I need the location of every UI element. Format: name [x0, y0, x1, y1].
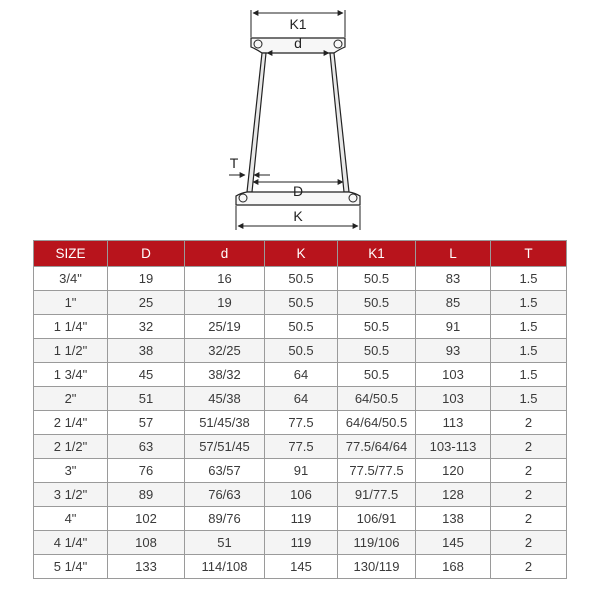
header-D: D — [108, 241, 185, 267]
cell-d: 57/51/45 — [185, 435, 265, 459]
cell-T: 1.5 — [491, 363, 567, 387]
cell-T: 2 — [491, 483, 567, 507]
cell-size: 4 1/4" — [34, 531, 108, 555]
header-K1: K1 — [338, 241, 416, 267]
cell-d: 51 — [185, 531, 265, 555]
cell-L: 168 — [416, 555, 491, 579]
cell-d: 45/38 — [185, 387, 265, 411]
cell-K1: 50.5 — [338, 291, 416, 315]
table-row — [34, 435, 567, 459]
cell-K: 77.5 — [265, 435, 338, 459]
cell-K: 145 — [265, 555, 338, 579]
cell-size: 1" — [34, 291, 108, 315]
cell-T: 1.5 — [491, 387, 567, 411]
cell-K1: 77.5/77.5 — [338, 459, 416, 483]
header-d: d — [185, 241, 265, 267]
table-row — [34, 267, 567, 291]
header-T: T — [491, 241, 567, 267]
cell-L: 103 — [416, 387, 491, 411]
cell-D: 51 — [108, 387, 185, 411]
cell-K1: 64/64/50.5 — [338, 411, 416, 435]
cell-size: 3" — [34, 459, 108, 483]
k-label: K — [293, 208, 303, 224]
cell-d: 51/45/38 — [185, 411, 265, 435]
cell-d: 32/25 — [185, 339, 265, 363]
cell-T: 2 — [491, 411, 567, 435]
cell-L: 138 — [416, 507, 491, 531]
cell-size: 1 1/4" — [34, 315, 108, 339]
cell-K: 50.5 — [265, 315, 338, 339]
cell-K1: 130/119 — [338, 555, 416, 579]
cell-T: 1.5 — [491, 315, 567, 339]
header-row — [34, 241, 567, 267]
cell-D: 57 — [108, 411, 185, 435]
cell-L: 120 — [416, 459, 491, 483]
cell-D: 102 — [108, 507, 185, 531]
cell-K: 91 — [265, 459, 338, 483]
cell-size: 4" — [34, 507, 108, 531]
cell-K1: 106/91 — [338, 507, 416, 531]
table-row — [34, 531, 567, 555]
spec-table — [33, 240, 567, 579]
cell-size: 3 1/2" — [34, 483, 108, 507]
D-label: D — [292, 183, 304, 199]
cell-K: 64 — [265, 363, 338, 387]
header-size: SIZE — [34, 241, 108, 267]
cell-K1: 119/106 — [338, 531, 416, 555]
header-K: K — [265, 241, 338, 267]
cell-d: 89/76 — [185, 507, 265, 531]
cell-D: 108 — [108, 531, 185, 555]
spec-table-body — [34, 267, 567, 579]
table-row — [34, 291, 567, 315]
cell-d: 114/108 — [185, 555, 265, 579]
cell-D: 19 — [108, 267, 185, 291]
table-row — [34, 315, 567, 339]
cell-T: 1.5 — [491, 339, 567, 363]
cell-L: 113 — [416, 411, 491, 435]
cell-d: 16 — [185, 267, 265, 291]
cell-K: 119 — [265, 531, 338, 555]
cell-D: 38 — [108, 339, 185, 363]
cell-D: 45 — [108, 363, 185, 387]
t-label: T — [229, 155, 239, 171]
cell-K1: 50.5 — [338, 339, 416, 363]
cell-size: 1 3/4" — [34, 363, 108, 387]
cell-d: 63/57 — [185, 459, 265, 483]
cell-D: 63 — [108, 435, 185, 459]
cell-size: 3/4" — [34, 267, 108, 291]
cell-L: 93 — [416, 339, 491, 363]
cell-D: 25 — [108, 291, 185, 315]
reducer-drawing — [0, 0, 600, 235]
cell-L: 145 — [416, 531, 491, 555]
cell-d: 19 — [185, 291, 265, 315]
left-wall — [247, 53, 266, 192]
cell-K: 106 — [265, 483, 338, 507]
cell-T: 2 — [491, 531, 567, 555]
cell-T: 1.5 — [491, 291, 567, 315]
cell-D: 89 — [108, 483, 185, 507]
cell-L: 91 — [416, 315, 491, 339]
cell-size: 2" — [34, 387, 108, 411]
cell-size: 2 1/4" — [34, 411, 108, 435]
table-row — [34, 387, 567, 411]
cell-L: 128 — [416, 483, 491, 507]
table-row — [34, 507, 567, 531]
cell-T: 2 — [491, 435, 567, 459]
right-wall — [330, 53, 349, 192]
table-row — [34, 483, 567, 507]
cell-size: 1 1/2" — [34, 339, 108, 363]
cell-K: 50.5 — [265, 291, 338, 315]
table-row — [34, 339, 567, 363]
header-L: L — [416, 241, 491, 267]
cell-D: 76 — [108, 459, 185, 483]
cell-K: 64 — [265, 387, 338, 411]
reducer-diagram — [0, 0, 600, 235]
table-row — [34, 555, 567, 579]
table-row — [34, 411, 567, 435]
cell-T: 2 — [491, 507, 567, 531]
cell-D: 133 — [108, 555, 185, 579]
cell-L: 83 — [416, 267, 491, 291]
cell-T: 2 — [491, 555, 567, 579]
cell-K1: 50.5 — [338, 363, 416, 387]
cell-T: 1.5 — [491, 267, 567, 291]
cell-D: 32 — [108, 315, 185, 339]
cell-L: 85 — [416, 291, 491, 315]
cell-d: 38/32 — [185, 363, 265, 387]
table-row — [34, 459, 567, 483]
cell-size: 2 1/2" — [34, 435, 108, 459]
cell-K1: 64/50.5 — [338, 387, 416, 411]
spec-table-header — [34, 241, 567, 267]
table-row — [34, 363, 567, 387]
cell-d: 25/19 — [185, 315, 265, 339]
cell-K: 50.5 — [265, 339, 338, 363]
cell-K1: 77.5/64/64 — [338, 435, 416, 459]
cell-d: 76/63 — [185, 483, 265, 507]
cell-K: 77.5 — [265, 411, 338, 435]
cell-K1: 91/77.5 — [338, 483, 416, 507]
cell-L: 103-113 — [416, 435, 491, 459]
d-label: d — [294, 35, 302, 51]
cell-L: 103 — [416, 363, 491, 387]
cell-K: 119 — [265, 507, 338, 531]
cell-K1: 50.5 — [338, 267, 416, 291]
cell-K1: 50.5 — [338, 315, 416, 339]
k1-label: K1 — [289, 16, 307, 32]
cell-T: 2 — [491, 459, 567, 483]
cell-size: 5 1/4" — [34, 555, 108, 579]
cell-K: 50.5 — [265, 267, 338, 291]
